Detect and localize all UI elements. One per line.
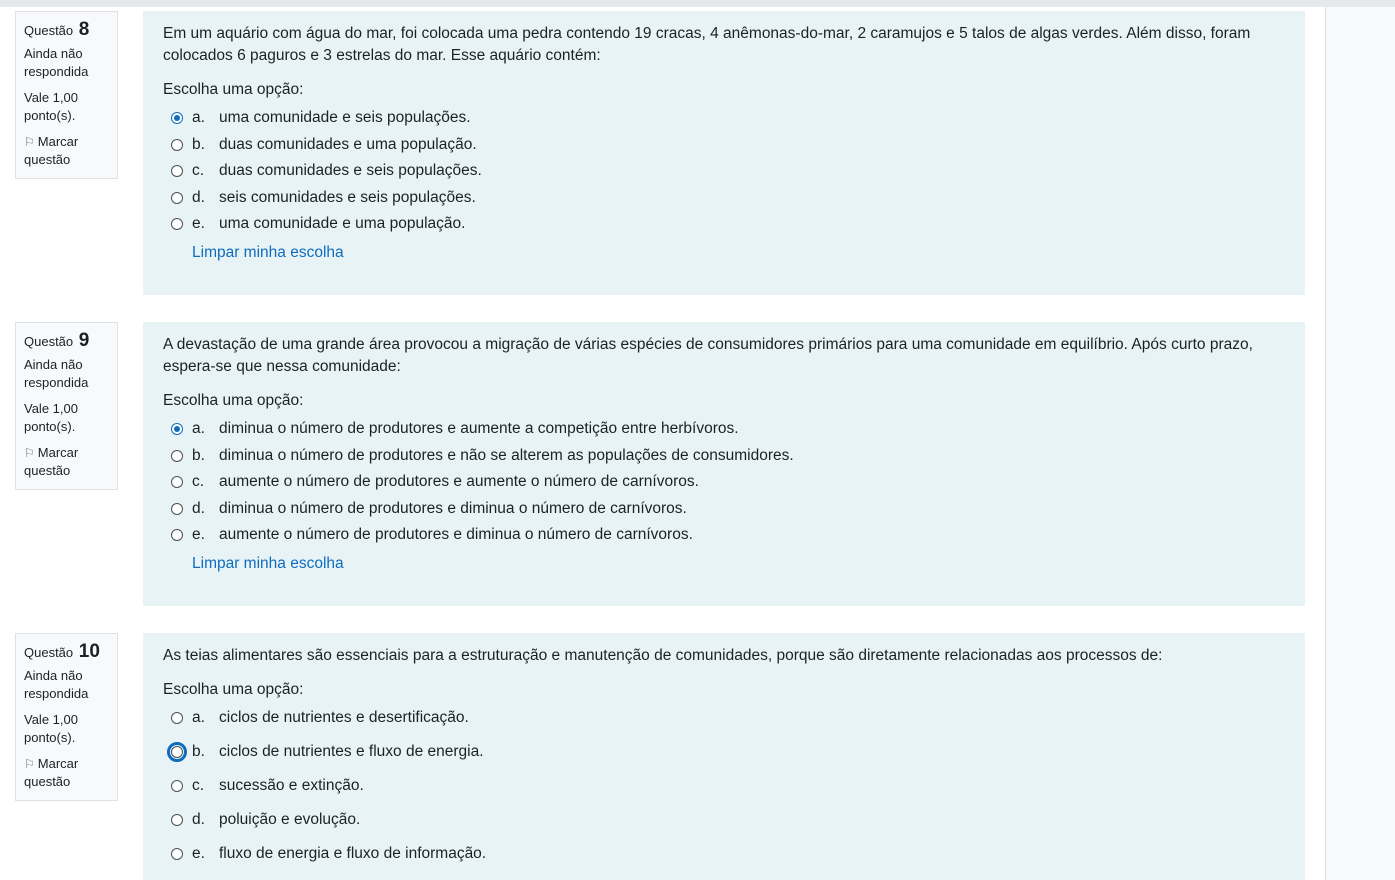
flag-label: Marcar questão (24, 134, 79, 167)
option-letter: c. (192, 473, 205, 491)
option-letter: d. (192, 811, 205, 828)
radio-button[interactable] (171, 476, 183, 488)
question-label: Questão (24, 645, 74, 660)
radio-button[interactable] (171, 112, 183, 124)
answer-option-c[interactable] (163, 769, 1285, 803)
question-state: Ainda não respondida (24, 46, 89, 79)
answer-option-e[interactable] (163, 211, 1285, 238)
option-text: uma comunidade e uma população. (219, 215, 466, 233)
question-content (143, 322, 1305, 606)
option-letter: b. (192, 743, 205, 760)
top-bar (0, 0, 1395, 7)
flag-question-button[interactable] (24, 444, 117, 480)
right-pane (1326, 7, 1395, 880)
answer-prompt: Escolha uma opção: (163, 392, 304, 409)
answer-option-d[interactable] (163, 496, 1285, 523)
question-number-value: 8 (78, 19, 90, 40)
option-text: ciclos de nutrientes e desertificação. (219, 709, 469, 726)
flag-label: Marcar questão (24, 445, 79, 478)
option-letter: d. (192, 499, 205, 517)
question-text: A devastação de uma grande área provocou a migração de várias espécies de consumidores primários para uma comunidade em equilíbrio. Após curto prazo, espera-se que nessa comunidade: (163, 336, 1253, 375)
answer-option-c[interactable] (163, 158, 1285, 185)
answer-option-a[interactable] (163, 105, 1285, 132)
option-text: aumente o número de produtores e diminua o número de carnívoros. (219, 526, 693, 544)
question-info (15, 11, 118, 179)
radio-button[interactable] (171, 139, 183, 151)
radio-button[interactable] (171, 848, 183, 860)
answer-option-b[interactable] (163, 735, 1285, 769)
answer-option-e[interactable] (163, 522, 1285, 549)
radio-button[interactable] (171, 780, 183, 792)
option-letter: d. (192, 188, 205, 206)
question-number (24, 331, 117, 352)
question-number (24, 20, 117, 41)
option-text: aumente o número de produtores e aumente o número de carnívoros. (219, 473, 699, 491)
radio-button[interactable] (171, 712, 183, 724)
option-letter: a. (192, 709, 205, 726)
radio-button[interactable] (171, 192, 183, 204)
question-label: Questão (24, 23, 74, 38)
option-text: diminua o número de produtores e diminua o número de carnívoros. (219, 499, 687, 517)
option-text: ciclos de nutrientes e fluxo de energia. (219, 743, 484, 760)
radio-button[interactable] (171, 814, 183, 826)
option-letter: a. (192, 420, 205, 437)
option-text: uma comunidade e seis populações. (219, 109, 471, 126)
answer-option-c[interactable] (163, 469, 1285, 496)
question-number-value: 9 (78, 330, 90, 351)
option-letter: c. (192, 777, 205, 794)
flag-label: Marcar questão (24, 756, 79, 789)
flag-icon: ⚐ (24, 135, 35, 149)
option-text: duas comunidades e uma população. (219, 135, 477, 153)
option-text: duas comunidades e seis populações. (219, 162, 482, 180)
flag-question-button[interactable] (24, 133, 117, 169)
option-letter: b. (192, 446, 205, 464)
option-text: diminua o número de produtores e aumente a competição entre herbívoros. (219, 420, 739, 437)
question-label: Questão (24, 334, 74, 349)
option-letter: a. (192, 109, 205, 126)
question-info (15, 322, 118, 490)
flag-icon: ⚐ (24, 446, 35, 460)
answer-option-b[interactable] (163, 443, 1285, 470)
question-content (143, 633, 1305, 880)
radio-button[interactable] (171, 165, 183, 177)
answer-prompt: Escolha uma opção: (163, 81, 304, 98)
radio-button[interactable] (171, 450, 183, 462)
option-text: poluição e evolução. (219, 811, 361, 828)
radio-button[interactable] (171, 746, 183, 758)
option-text: diminua o número de produtores e não se alterem as populações de consumidores. (219, 446, 794, 464)
answer-option-d[interactable] (163, 185, 1285, 212)
option-letter: e. (192, 845, 205, 862)
option-text: sucessão e extinção. (219, 777, 364, 794)
answer-option-a[interactable] (163, 701, 1285, 735)
question-grade: Vale 1,00 ponto(s). (24, 401, 78, 434)
question-number-value: 10 (78, 641, 100, 662)
answer-option-b[interactable] (163, 132, 1285, 159)
option-letter: e. (192, 526, 205, 544)
clear-choice-link[interactable]: Limpar minha escolha (192, 243, 344, 261)
option-letter: c. (192, 162, 205, 180)
answer-option-e[interactable] (163, 837, 1285, 871)
question-grade: Vale 1,00 ponto(s). (24, 90, 78, 123)
flag-icon: ⚐ (24, 757, 35, 771)
question-number (24, 642, 117, 663)
answer-options (163, 105, 1285, 238)
answer-options (163, 701, 1285, 871)
answer-option-d[interactable] (163, 803, 1285, 837)
question-text: Em um aquário com água do mar, foi colocada uma pedra contendo 19 cracas, 4 anêmonas-do-mar, 2 caramujos e 5 talos de algas verdes. Além disso, foram colocados 6 paguros e 3 estrelas do mar. Esse aquário contém: (163, 25, 1251, 64)
question-content (143, 11, 1305, 295)
radio-button[interactable] (171, 423, 183, 435)
answer-option-a[interactable] (163, 416, 1285, 443)
option-letter: e. (192, 215, 205, 233)
question-state: Ainda não respondida (24, 668, 89, 701)
option-letter: b. (192, 135, 205, 153)
flag-question-button[interactable] (24, 755, 117, 791)
radio-button[interactable] (171, 218, 183, 230)
question-info (15, 633, 118, 801)
radio-button[interactable] (171, 529, 183, 541)
answer-options (163, 416, 1285, 549)
answer-prompt: Escolha uma opção: (163, 681, 304, 698)
clear-choice-link[interactable]: Limpar minha escolha (192, 554, 344, 572)
option-text: fluxo de energia e fluxo de informação. (219, 845, 487, 862)
option-text: seis comunidades e seis populações. (219, 188, 476, 206)
question-text: As teias alimentares são essenciais para a estruturação e manutenção de comunidades, porque são diretamente relacionadas aos processos de: (163, 647, 1163, 664)
question-state: Ainda não respondida (24, 357, 89, 390)
question-grade: Vale 1,00 ponto(s). (24, 712, 78, 745)
radio-button[interactable] (171, 503, 183, 515)
